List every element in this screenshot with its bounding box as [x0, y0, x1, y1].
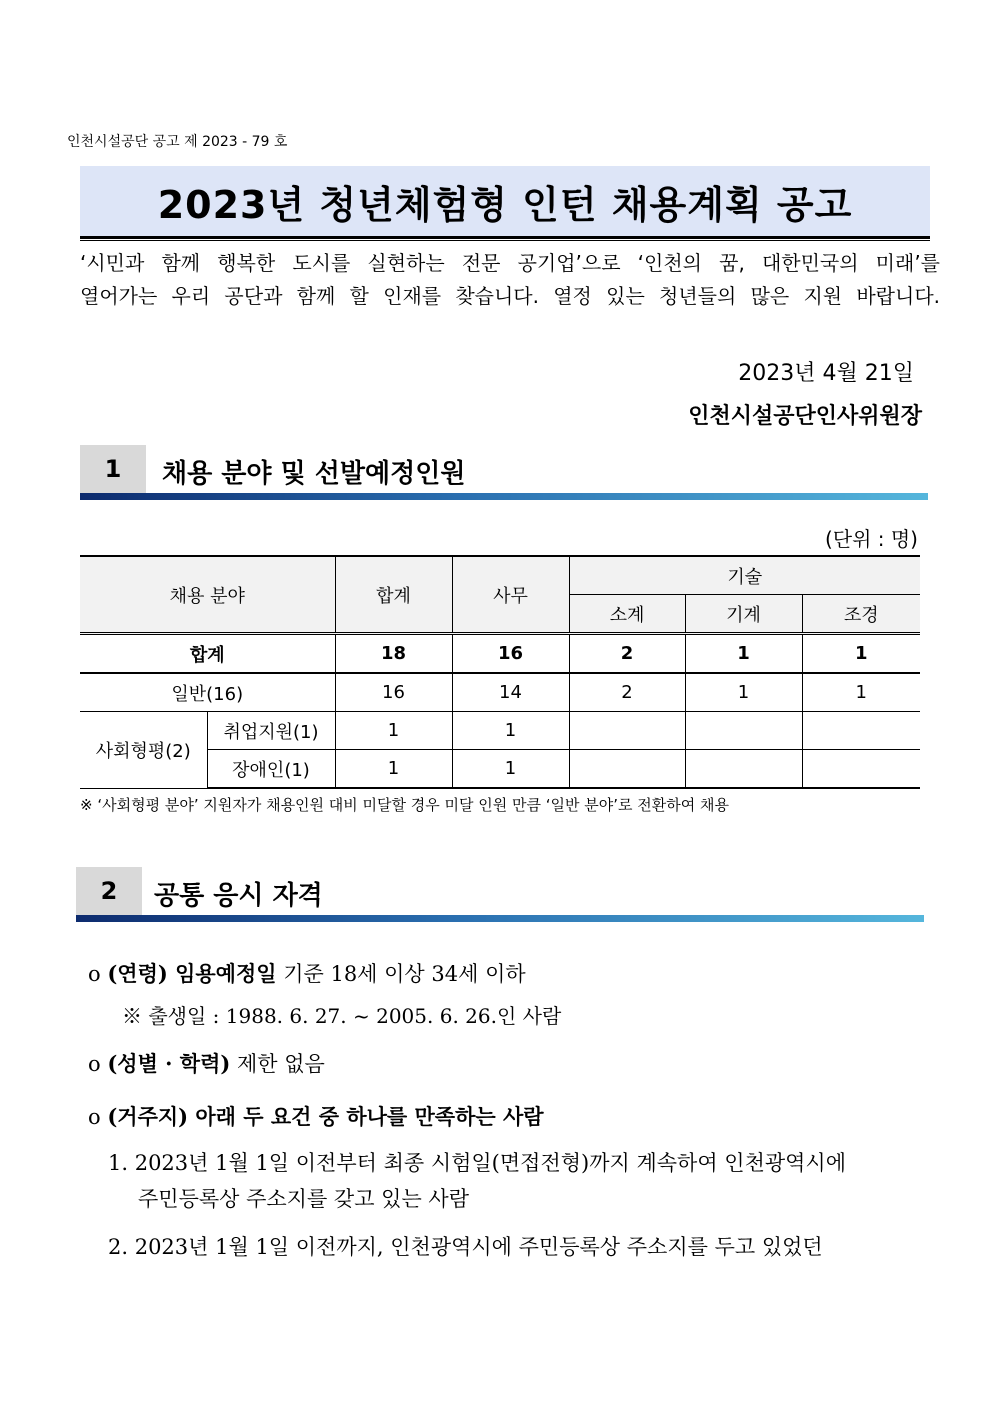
section-title: 채용 분야 및 선발예정인원 — [162, 459, 466, 489]
cell-office: 1 — [452, 712, 569, 750]
qualification-text: 기준 18세 이상 34세 이하 — [276, 962, 526, 986]
cell-empty — [802, 750, 920, 789]
header-tech-machine: 기계 — [685, 595, 802, 634]
header-tech: 기술 — [569, 556, 920, 595]
announcement-date: 2023년 4월 21일 — [738, 361, 914, 386]
cell-label: 장애인(1) — [207, 750, 335, 789]
cell-machine: 1 — [685, 634, 802, 674]
cell-office: 14 — [452, 673, 569, 712]
cell-label: 취업지원(1) — [207, 712, 335, 750]
section-bar — [76, 915, 924, 922]
issuer: 인천시설공단인사위원장 — [688, 404, 922, 429]
qualification-label: (성별 · 학력) — [107, 1051, 231, 1076]
qualification-label: (거주지) 아래 두 요건 중 하나를 만족하는 사람 — [107, 1104, 544, 1129]
qualification-gender-education — [88, 1048, 325, 1078]
condition-line: 2. 2023년 1월 1일 이전까지, 인천광역시에 주민등록상 주소지를 두고 있었던 — [108, 1235, 823, 1259]
unit-label: (단위 : 명) — [824, 527, 918, 551]
cell-machine: 1 — [685, 673, 802, 712]
header-tech-subtotal: 소계 — [569, 595, 685, 634]
section-1-header — [80, 445, 928, 501]
table-note: ※ ‘사회형평 분야’ 지원자가 채용인원 대비 미달할 경우 미달 인원 만큼 ‘일반 분야’로 전환하여 채용 — [80, 796, 730, 814]
notice-number: 인천시설공단 공고 제 2023 - 79 호 — [67, 134, 288, 150]
cell-label: 합계 — [80, 634, 335, 674]
intro-line-1: ‘시민과 함께 행복한 도시를 실현하는 전문 공기업’으로 ‘인천의 꿈, 대한민국의 미래’를 — [80, 251, 940, 275]
bullet: o — [88, 1052, 101, 1076]
cell-empty — [685, 712, 802, 750]
section-title: 공통 응시 자격 — [154, 881, 323, 911]
cell-empty — [569, 712, 685, 750]
cell-empty — [802, 712, 920, 750]
cell-empty — [569, 750, 685, 789]
cell-subtotal: 2 — [569, 673, 685, 712]
title-banner — [80, 166, 930, 239]
birthdate-note: ※ 출생일 : 1988. 6. 27. ~ 2005. 6. 26.인 사람 — [122, 1004, 562, 1028]
section-number: 1 — [80, 445, 146, 493]
title-underline — [80, 240, 930, 241]
section-number: 2 — [76, 867, 142, 915]
condition-line: 1. 2023년 1월 1일 이전부터 최종 시험일(면접전형)까지 계속하여 인천광역시에 — [108, 1151, 846, 1175]
intro-paragraph — [80, 247, 940, 313]
header-total: 합계 — [335, 556, 452, 634]
qualification-residence — [88, 1101, 544, 1131]
table-row-general — [80, 673, 920, 712]
cell-empty — [685, 750, 802, 789]
section-bar — [80, 493, 928, 500]
cell-total: 16 — [335, 673, 452, 712]
qualification-text: 제한 없음 — [230, 1052, 325, 1076]
residence-condition-2 — [108, 1229, 948, 1265]
bullet: o — [88, 1105, 101, 1129]
cell-social-group: 사회형평(2) — [80, 712, 207, 789]
cell-office: 1 — [452, 750, 569, 789]
cell-total: 1 — [335, 750, 452, 789]
header-tech-landscape: 조경 — [802, 595, 920, 634]
cell-label: 일반(16) — [80, 673, 335, 712]
cell-total: 1 — [335, 712, 452, 750]
intro-line-2: 열어가는 우리 공단과 함께 할 인재를 찾습니다. 열정 있는 청년들의 많은 지원 바랍니다. — [80, 284, 940, 308]
cell-subtotal: 2 — [569, 634, 685, 674]
bullet: o — [88, 962, 101, 986]
cell-landscape: 1 — [802, 673, 920, 712]
cell-landscape: 1 — [802, 634, 920, 674]
table-row-total — [80, 634, 920, 674]
cell-total: 18 — [335, 634, 452, 674]
cell-office: 16 — [452, 634, 569, 674]
section-2-header — [76, 867, 924, 923]
qualification-age — [88, 958, 526, 988]
header-office: 사무 — [452, 556, 569, 634]
header-field: 채용 분야 — [80, 556, 335, 634]
page-title: 2023년 청년체험형 인턴 채용계획 공고 — [157, 182, 853, 227]
qualification-label: (연령) 임용예정일 — [107, 961, 277, 986]
residence-condition-1 — [108, 1145, 948, 1217]
recruitment-table — [80, 555, 920, 789]
table-row-social-1 — [80, 712, 920, 750]
condition-line: 주민등록상 주소지를 갖고 있는 사람 — [138, 1187, 469, 1211]
